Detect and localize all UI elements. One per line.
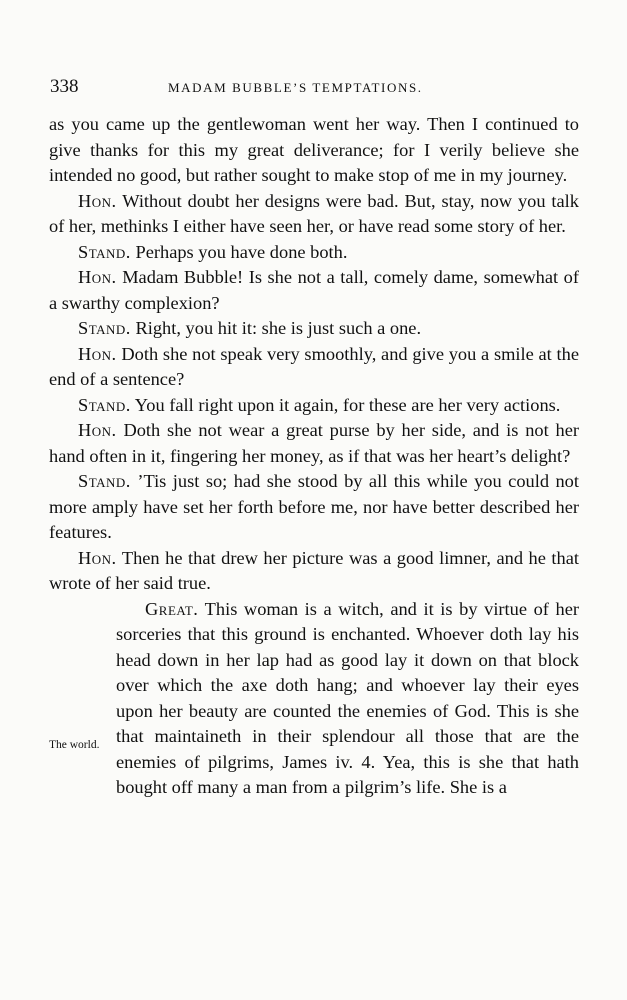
paragraph-text: Perhaps you have done both. bbox=[130, 241, 348, 262]
paragraph bbox=[49, 342, 579, 393]
paragraph-text: You fall right upon it again, for these are her very actions. bbox=[130, 394, 561, 415]
paragraph bbox=[49, 112, 579, 189]
paragraph bbox=[49, 240, 579, 266]
speaker-name: Great. bbox=[145, 598, 199, 619]
page-header bbox=[50, 76, 577, 102]
speaker-name: Stand. bbox=[78, 394, 131, 415]
running-title: MADAM BUBBLE’S TEMPTATIONS. bbox=[168, 80, 423, 95]
margin-note: The world. bbox=[49, 739, 100, 751]
speaker-name: Hon. bbox=[78, 190, 117, 211]
paragraph-text: Doth she not wear a great purse by her side, and is not her hand often in it, fingering her money, as if that was her heart’s delight? bbox=[49, 420, 579, 466]
paragraph-text: This woman is a witch, and it is by virtue of her sorceries that this ground is enchanted. Whoever doth lay his head down in her lap had as good lay it down on that block over which the axe doth hang; and whoever lay their eyes upon her beauty are counted the enemies of God. This is she that maintaineth in their splendour all those that are the enemies of pilgrims, James iv. 4. Yea, this is she that hath bought off many a man from a pilgrim’s life. She is a bbox=[116, 598, 579, 797]
paragraph bbox=[49, 546, 579, 597]
speaker-name: Stand. bbox=[78, 241, 131, 262]
speaker-name: Stand. bbox=[78, 471, 131, 491]
paragraph-text: Doth she not speak very smoothly, and give you a smile at the end of a sentence? bbox=[49, 343, 579, 389]
paragraph bbox=[49, 597, 579, 801]
paragraph-text: Madam Bubble! Is she not a tall, comely dame, somewhat of a swarthy complexion? bbox=[49, 267, 579, 313]
speaker-name: Hon. bbox=[78, 420, 117, 440]
speaker-name: Stand. bbox=[78, 318, 131, 338]
paragraph-text: ’Tis just so; had she stood by all this while you could not more amply have set her forth before me, nor have better described her features. bbox=[49, 471, 579, 542]
paragraph bbox=[49, 469, 579, 546]
speaker-name: Hon. bbox=[78, 343, 117, 364]
paragraph-text: Right, you hit it: she is just such a one. bbox=[130, 318, 422, 338]
paragraph bbox=[49, 189, 579, 240]
paragraph bbox=[49, 418, 579, 469]
paragraph bbox=[49, 393, 579, 419]
paragraph-text: Then he that drew her picture was a good limner, and he that wrote of her said true. bbox=[49, 547, 579, 593]
paragraph bbox=[49, 316, 579, 342]
speaker-name: Hon. bbox=[78, 267, 117, 287]
body-text bbox=[49, 112, 579, 801]
paragraph bbox=[49, 265, 579, 316]
speaker-name: Hon. bbox=[78, 547, 117, 568]
paragraph-text: Without doubt her designs were bad. But, stay, now you talk of her, methinks I either have seen her, or have read some story of her. bbox=[49, 190, 579, 236]
page-number: 338 bbox=[50, 76, 79, 97]
paragraph-text: as you came up the gentlewoman went her way. Then I continued to give thanks for this my great deliverance; for I verily believe she intended no good, but rather sought to make stop of me in my journey. bbox=[49, 114, 579, 185]
